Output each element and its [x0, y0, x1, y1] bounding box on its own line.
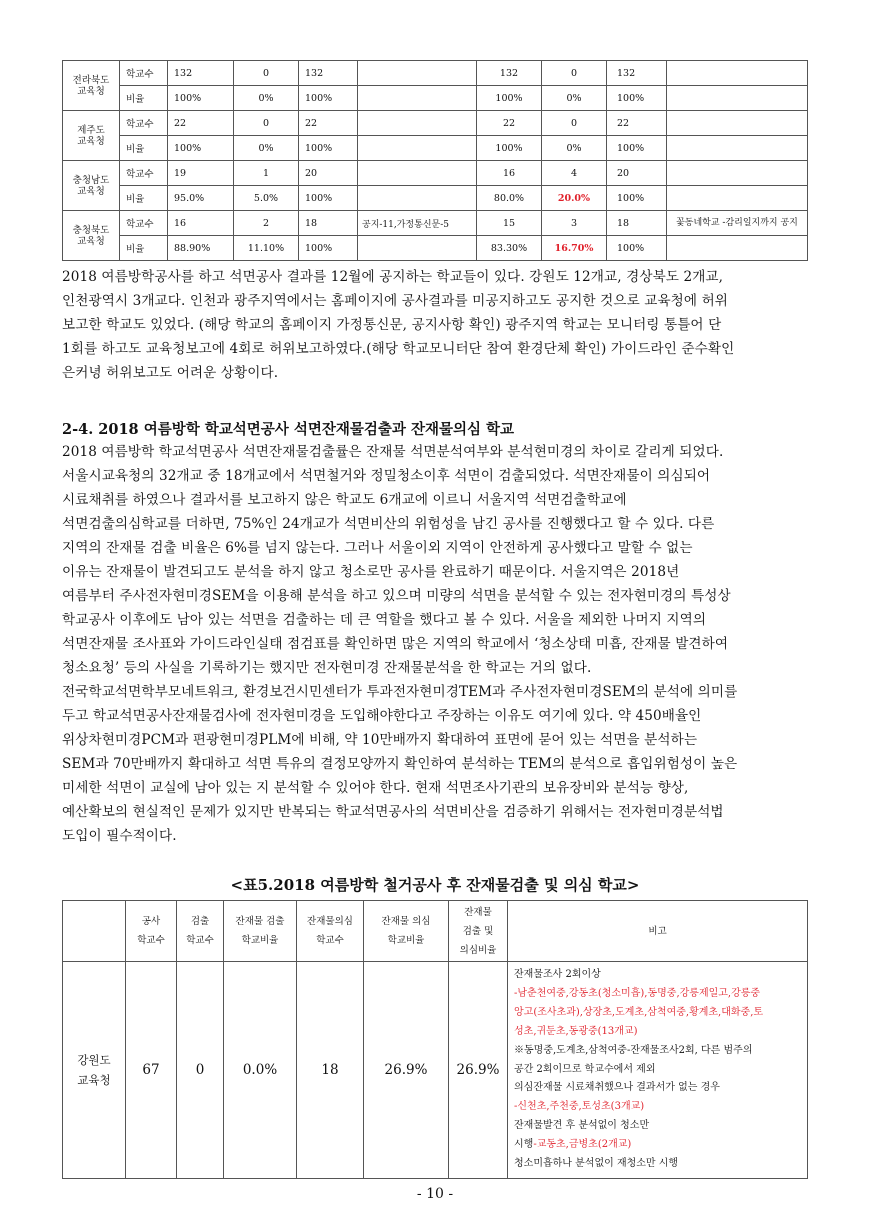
table-cell: 16.70% — [542, 236, 607, 261]
paragraph-line: 석면잔재물 조사표와 가이드라인실태 점검표를 확인하면 많은 지역의 학교에서 ‘청소상태 미흡, 잔재물 발견하여 — [62, 636, 729, 652]
row-label: 학교수 — [120, 111, 168, 136]
table-cell: 22 — [299, 111, 358, 136]
table-cell: 100% — [477, 136, 542, 161]
region-cell — [63, 211, 120, 261]
column-header — [364, 901, 449, 962]
note-line: -남춘천여중,강동초(청소미흡),동명중,강릉제일고,강릉중 — [514, 987, 761, 999]
table-cell: 132 — [299, 61, 358, 86]
table-cell: 20 — [607, 161, 667, 186]
paragraph-line: 예산확보의 현실적인 문제가 있지만 반복되는 학교석면공사의 석면비산을 검증하기 위해서는 전자현미경분석법 — [62, 804, 724, 820]
table-cell: 20.0% — [542, 186, 607, 211]
table-cell — [358, 111, 477, 136]
table-cell: 0% — [542, 86, 607, 111]
row-label: 학교수 — [120, 211, 168, 236]
note-text-red: -교동초,금병초(2개교) — [533, 1139, 632, 1151]
paragraph-line: SEM과 70만배까지 확대하고 석면 특유의 결정모양까지 확인하여 분석하는 TEM의 분석으로 흡입위험성이 높은 — [62, 756, 738, 772]
table-row — [63, 962, 808, 1179]
header-line: 학교비율 — [241, 935, 279, 946]
table-cell: 1 — [234, 161, 299, 186]
cell-total-ratio: 26.9% — [449, 962, 508, 1179]
table-cell: 95.0% — [168, 186, 234, 211]
table-row — [63, 161, 808, 186]
table-cell: 5.0% — [234, 186, 299, 211]
paragraph-residue-analysis — [62, 440, 810, 848]
paragraph-line: 두고 학교석면공사잔재물검사에 전자현미경을 도입해야한다고 주장하는 이유도 여기에 있다. 약 450배율인 — [62, 708, 702, 724]
table-cell: 공지-11,가정통신문-5 — [358, 211, 477, 236]
residue-detection-table — [62, 900, 808, 1179]
header-line: 잔재물 — [464, 906, 492, 918]
cell-construction-count: 67 — [126, 962, 177, 1179]
table-cell: 0% — [234, 136, 299, 161]
table-cell: 0 — [542, 61, 607, 86]
note-line: 성초,귀둔초,동광중(13개교) — [514, 1025, 638, 1037]
region-cell — [63, 962, 126, 1179]
region-cell — [63, 161, 120, 211]
header-line: 공사 — [141, 916, 161, 927]
table-row — [63, 111, 808, 136]
cell-suspected-count: 18 — [297, 962, 364, 1179]
table-cell: 3 — [542, 211, 607, 236]
table-row — [63, 211, 808, 236]
table-cell — [358, 186, 477, 211]
table-cell — [667, 111, 808, 136]
table-row — [63, 86, 808, 111]
table-cell — [667, 86, 808, 111]
table-cell: 0 — [234, 111, 299, 136]
header-line: 비고 — [648, 925, 667, 937]
table-cell: 100% — [477, 86, 542, 111]
column-header — [297, 901, 364, 962]
page-number: - 10 - — [416, 1186, 454, 1202]
table-cell: 100% — [168, 86, 234, 111]
table-cell: 80.0% — [477, 186, 542, 211]
header-line: 검출 — [190, 916, 210, 927]
header-line: 잔재물 의심 — [381, 916, 431, 927]
row-label: 학교수 — [120, 61, 168, 86]
paragraph-line: 위상차현미경PCM과 편광현미경PLM에 비해, 약 10만배까지 확대하여 표면에 묻어 있는 석면을 분석하는 — [62, 732, 698, 748]
table-cell: 88.90% — [168, 236, 234, 261]
header-blank — [63, 901, 126, 962]
header-line: 학교수 — [316, 935, 344, 946]
header-line: 잔재물의심 — [307, 916, 353, 927]
paragraph-line: 지역의 잔재물 검출 비율은 6%를 넘지 않는다. 그러나 서울이외 지역이 안전하게 공사했다고 말할 수 없는 — [62, 540, 693, 556]
row-label: 학교수 — [120, 161, 168, 186]
paragraph-line: 학교공사 이후에도 남아 있는 석면을 검출하는 데 큰 역할을 했다고 볼 수 있다. 서울을 제외한 나머지 지역의 — [62, 612, 707, 628]
row-label: 비율 — [120, 236, 168, 261]
note-line: 의심잔재물 시료채취했으나 결과서가 없는 경우 — [514, 1082, 720, 1094]
table-cell: 18 — [299, 211, 358, 236]
header-line: 학교비율 — [387, 935, 425, 946]
paragraph-line: 석면검출의심학교를 더하면, 75%인 24개교가 석면비산의 위험성을 남긴 공사를 진행했다고 할 수 있다. 다른 — [62, 516, 715, 532]
table-cell: 132 — [607, 61, 667, 86]
table-cell: 0% — [234, 86, 299, 111]
table-row — [63, 61, 808, 86]
table-row — [63, 136, 808, 161]
table-cell: 132 — [477, 61, 542, 86]
table-cell: 19 — [168, 161, 234, 186]
table-cell: 100% — [607, 186, 667, 211]
paragraph-line: 이유는 잔재물이 발견되고도 분석을 하지 않고 청소로만 공사를 완료하기 때문이다. 서울지역은 2018년 — [62, 564, 680, 580]
table-cell: 100% — [607, 136, 667, 161]
note-line: 잔재물발견 후 분석없이 청소만 — [514, 1120, 650, 1132]
region-line: 교육청 — [77, 135, 105, 147]
region-line: 제주도 — [77, 124, 105, 136]
note-line: ※동명중,도계초,삼척여중-잔재물조사2회, 다른 범주의 — [514, 1044, 753, 1056]
regional-stats-table — [62, 60, 808, 261]
table-cell: 0 — [542, 111, 607, 136]
table-cell: 18 — [607, 211, 667, 236]
table-cell: 22 — [477, 111, 542, 136]
header-line: 잔재물 검출 — [235, 916, 285, 927]
region-line: 강원도 — [77, 1052, 111, 1067]
table-cell — [358, 86, 477, 111]
cell-detected-ratio: 0.0% — [224, 962, 297, 1179]
column-header — [508, 901, 808, 962]
table-cell: 0 — [234, 61, 299, 86]
region-line: 교육청 — [77, 1072, 111, 1087]
table-cell: 16 — [168, 211, 234, 236]
note-line — [514, 1136, 801, 1155]
table-cell: 4 — [542, 161, 607, 186]
paragraph-line: 전국학교석면학부모네트워크, 환경보건시민센터가 투과전자현미경TEM과 주사전자현미경SEM의 분석에 의미를 — [62, 684, 738, 700]
table-cell: 100% — [299, 86, 358, 111]
note-text: 시행 — [514, 1139, 534, 1151]
note-line: 잔재물조사 2회이상 — [514, 969, 601, 980]
note-line: -신천초,주천중,토성초(3개교) — [514, 1101, 645, 1113]
paragraph-line: 시료채취를 하였으나 결과서를 보고하지 않은 학교도 6개교에 이르니 서울지역 석면검출학교에 — [62, 492, 627, 508]
paragraph-line: 서울시교육청의 32개교 중 18개교에서 석면철거와 정밀청소이후 석면이 검출되었다. 석면잔재물이 의심되어 — [62, 468, 711, 484]
region-cell — [63, 111, 120, 161]
note-line: 앙고(조사초과),상장초,도계초,삼척여중,황계초,대화중,토 — [514, 1006, 764, 1018]
table-cell: 0% — [542, 136, 607, 161]
paragraph-line: 도입이 필수적이다. — [62, 828, 177, 844]
table-cell: 15 — [477, 211, 542, 236]
row-label: 비율 — [120, 136, 168, 161]
cell-detected-count: 0 — [177, 962, 224, 1179]
header-line: 의심비율 — [459, 944, 497, 956]
row-label: 비율 — [120, 86, 168, 111]
region-line: 교육청 — [77, 185, 105, 197]
column-header — [177, 901, 224, 962]
table-cell: 100% — [607, 236, 667, 261]
paragraph-line: 2018 여름방학 학교석면공사 석면잔재물검출률은 잔재물 석면분석여부와 분석현미경의 차이로 갈리게 되었다. — [62, 444, 724, 460]
table-cell — [358, 161, 477, 186]
table-cell — [667, 161, 808, 186]
row-label: 비율 — [120, 186, 168, 211]
table-cell — [358, 136, 477, 161]
note-line: 청소미흡하나 분석없이 재청소만 시행 — [514, 1158, 679, 1170]
column-header — [449, 901, 508, 962]
table-cell: 꽃동네학교 -감리일지까지 공지 — [667, 211, 808, 236]
table-row — [63, 186, 808, 211]
table-cell — [667, 236, 808, 261]
table-cell: 100% — [299, 136, 358, 161]
header-line: 검출 및 — [462, 925, 494, 937]
table-cell: 22 — [168, 111, 234, 136]
table-cell: 16 — [477, 161, 542, 186]
table-cell — [667, 186, 808, 211]
table-cell: 83.30% — [477, 236, 542, 261]
note-line: 공간 2회이므로 학교수에서 제외 — [514, 1063, 656, 1075]
region-cell — [63, 61, 120, 111]
column-header — [224, 901, 297, 962]
table-cell — [358, 236, 477, 261]
paragraph-line: 1회를 하고도 교육청보고에 4회로 허위보고하였다.(해당 학교모니터단 참여 환경단체 확인) 가이드라인 준수확인 — [62, 341, 735, 357]
paragraph-line: 인천광역시 3개교다. 인천과 광주지역에서는 홈페이지에 공사결과를 미공지하고도 공지한 것으로 교육청에 허위 — [62, 293, 729, 309]
column-header — [126, 901, 177, 962]
table-cell — [358, 61, 477, 86]
table-cell — [667, 136, 808, 161]
header-line: 학교수 — [137, 935, 165, 946]
region-line: 교육청 — [77, 235, 105, 247]
table-cell: 100% — [168, 136, 234, 161]
paragraph-line: 미세한 석면이 교실에 남아 있는 지 분석할 수 있어야 한다. 현재 석면조사기관의 보유장비와 분석능 향상, — [62, 780, 689, 796]
region-line: 교육청 — [77, 85, 105, 97]
paragraph-line: 2018 여름방학공사를 하고 석면공사 결과를 12월에 공지하는 학교들이 있다. 강원도 12개교, 경상북도 2개교, — [62, 269, 724, 285]
region-line: 전라북도 — [72, 74, 110, 86]
table-cell: 2 — [234, 211, 299, 236]
notes-cell — [508, 962, 808, 1179]
paragraph-line: 청소요청’ 등의 사실을 기록하기는 했지만 전자현미경 잔재물분석을 한 학교는 거의 없다. — [62, 660, 592, 676]
region-line: 충청남도 — [72, 174, 110, 186]
table-cell: 11.10% — [234, 236, 299, 261]
section-heading: 2-4. 2018 여름방학 학교석면공사 석면잔재물검출과 잔재물의심 학교 — [62, 421, 515, 438]
table-cell: 132 — [168, 61, 234, 86]
table-cell: 20 — [299, 161, 358, 186]
region-line: 충청북도 — [72, 224, 110, 236]
paragraph-reporting — [62, 265, 810, 385]
cell-suspected-ratio: 26.9% — [364, 962, 449, 1179]
table-cell: 100% — [607, 86, 667, 111]
table-cell — [667, 61, 808, 86]
paragraph-line: 보고한 학교도 있었다. (해당 학교의 홈페이지 가정통신문, 공지사항 확인) 광주지역 학교는 모니터링 통틀어 단 — [62, 317, 722, 333]
paragraph-line: 여름부터 주사전자현미경SEM을 이용해 분석을 하고 있으며 미량의 석면을 분석할 수 있는 전자현미경의 특성상 — [62, 588, 731, 604]
paragraph-line: 은커녕 허위보고도 어려운 상황이다. — [62, 365, 279, 381]
table-cell: 100% — [299, 236, 358, 261]
table-caption: <표5.2018 여름방학 철거공사 후 잔재물검출 및 의심 학교> — [230, 876, 640, 894]
table-cell: 22 — [607, 111, 667, 136]
header-line: 학교수 — [186, 935, 214, 946]
table-cell: 100% — [299, 186, 358, 211]
table-row — [63, 236, 808, 261]
